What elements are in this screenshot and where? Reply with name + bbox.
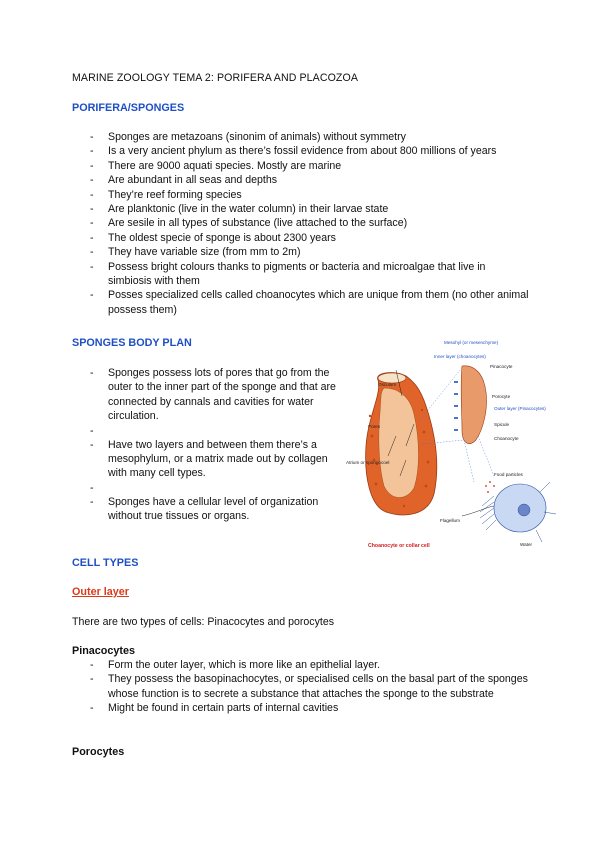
label-pinacocyte: Pinacocyte (490, 364, 513, 369)
sponge-anatomy-illustration (344, 336, 560, 552)
porifera-heading: PORIFERA/SPONGES (72, 102, 185, 114)
cell-types-intro: There are two types of cells: Pinacocytes and porocytes (72, 616, 335, 628)
porocytes-heading: Porocytes (72, 746, 125, 758)
list-item: - They’re reef forming species (90, 188, 530, 202)
sponge-anatomy-figure (344, 336, 560, 552)
pinacocytes-heading: Pinacocytes (72, 645, 136, 657)
figure-caption: Choanocyte or collar cell (368, 543, 430, 549)
outer-layer-heading: Outer layer (72, 586, 130, 598)
list-item: - Are abundant in all seas and depths (90, 173, 530, 187)
list-item: - Are planktonic (live in the water column) in their larvae state (90, 202, 530, 216)
list-item: - Is a very ancient phylum as there’s fossil evidence from about 800 millions of years (90, 144, 530, 158)
list-item: - There are 9000 aquati species. Mostly are marine (90, 159, 530, 173)
nucleus-shape (518, 504, 530, 516)
list-item: - Might be found in certain parts of internal cavities (90, 701, 530, 715)
label-pores: Pores (368, 424, 381, 429)
list-item: - Sponges are metazoans (sinonim of animals) without symmetry (90, 130, 530, 144)
list-item: - Posses specialized cells called choanocytes which are unique from them (no other animal possess them) (90, 288, 530, 317)
label-atrium: Atrium or spongocoel (346, 460, 390, 465)
label-flagellum: Flagellum (440, 518, 460, 523)
list-item: - The oldest specie of sponge is about 2300 years (90, 231, 530, 245)
list-spacer (90, 424, 346, 438)
choanocyte-row (454, 382, 458, 430)
list-item: - Sponges possess lots of pores that go from the outer to the inner part of the sponge and that are connected by cannals and cavities for water circulation. (90, 366, 346, 424)
list-item: - Form the outer layer, which is more like an epithelial layer. (90, 658, 530, 672)
list-item: - Have two layers and between them there’s a mesophylum, or a matrix made out by collagen with many cell types. (90, 438, 346, 481)
label-inner-layer: Inner layer (choanocytes) (434, 354, 486, 359)
label-osculum: Osculum (378, 382, 397, 387)
cell-types-heading: CELL TYPES (72, 557, 139, 569)
document-title: MARINE ZOOLOGY TEMA 2: PORIFERA AND PLACOZOA (72, 72, 358, 84)
label-porocyte: Porocyte (492, 394, 511, 399)
pinacocytes-list (90, 658, 530, 716)
label-food-particles: Food particles (494, 472, 523, 477)
list-item: - Sponges have a cellular level of organization without true tissues or organs. (90, 495, 346, 524)
list-item: - Are sesile in all types of substance (live attached to the surface) (90, 216, 530, 230)
flagellum-line (462, 506, 494, 516)
list-spacer (90, 481, 346, 495)
list-item: - They possess the basopinachocytes, or specialised cells on the basal part of the sponges whose function is to secrete a substance that attaches the sponge to the substrate (90, 672, 530, 701)
label-spicule: Spicule (494, 422, 510, 427)
label-outer-layer: Outer layer (Pinacocytes) (494, 406, 546, 411)
label-water: Water (520, 542, 533, 547)
list-item: - They have variable size (from mm to 2m) (90, 245, 530, 259)
label-choanocyte: Choanocyte (494, 436, 519, 441)
list-item: - Possess bright colours thanks to pigments or bacteria and microalgae that live in simbiosis with them (90, 260, 530, 289)
collar-microvilli (480, 496, 496, 530)
body-plan-list (90, 366, 346, 524)
label-mesohyl: Mesohyl (or mesenchyme) (444, 340, 499, 345)
wall-section-shape (461, 366, 486, 444)
food-particles-dots (485, 481, 495, 493)
porifera-list (90, 130, 530, 317)
body-plan-heading: SPONGES BODY PLAN (72, 337, 192, 349)
